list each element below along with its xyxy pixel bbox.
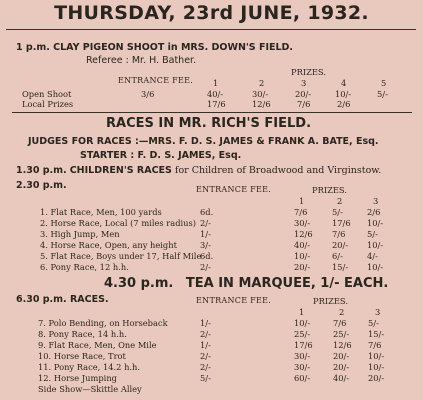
table-row-prize: 7/6	[333, 318, 347, 328]
table-row-name: 7. Polo Bending, on Horseback	[38, 318, 168, 328]
clay-referee: Referee : Mr. H. Bather.	[86, 55, 197, 66]
clay-prizes-label: PRIZES.	[291, 67, 326, 77]
tea-line	[104, 276, 388, 291]
table-row-prize: 10/-	[368, 351, 385, 361]
clay-row-fee: 3/6	[141, 89, 155, 99]
table-row-prize: 10/-	[367, 262, 384, 272]
races2-col-3: 3	[375, 307, 381, 317]
clay-row-prize: 10/-	[335, 89, 352, 99]
table-row-prize: 20/-	[332, 240, 349, 250]
table-row-prize: 30/-	[294, 218, 311, 228]
clay-row-prize: 30/-	[252, 89, 269, 99]
clay-col-1: 1	[213, 78, 219, 88]
table-row-prize: 5/-	[368, 318, 379, 328]
table-row-name: 1. Flat Race, Men, 100 yards	[40, 207, 162, 217]
tea-text: TEA IN MARQUEE, 1/- EACH.	[185, 276, 389, 291]
table-row-prize: 6/-	[332, 251, 343, 261]
table-row-prize: 60/-	[294, 373, 311, 383]
races-col-1: 1	[299, 196, 305, 206]
table-row-name: 4. Horse Race, Open, any height	[40, 240, 177, 250]
table-row-fee: 2/-	[200, 262, 211, 272]
table-row-name: Side Show—Skittle Alley	[38, 384, 142, 394]
races2-fee-label: ENTRANCE FEE.	[196, 296, 272, 305]
children-bold: CHILDREN'S RACES	[69, 165, 172, 176]
clay-heading: 1 p.m. CLAY PIGEON SHOOT in MRS. DOWN'S FIELD.	[16, 42, 294, 53]
table-row-name: 3. High Jump, Men	[40, 229, 120, 239]
races-time: 2.30 p.m.	[16, 180, 67, 191]
table-row-prize: 5/-	[332, 207, 343, 217]
table-row-prize: 12/6	[333, 340, 352, 350]
table-row-prize: 25/-	[333, 329, 350, 339]
table-row-prize: 15/-	[368, 329, 385, 339]
clay-row-prize: 2/6	[337, 99, 351, 109]
races-judges: JUDGES FOR RACES :—MRS. F. D. S. JAMES & FRANK A. BATE, Esq.	[28, 136, 379, 147]
table-row-prize: 40/-	[294, 240, 311, 250]
table-row-fee: 2/-	[200, 362, 211, 372]
table-row-fee: 5/-	[200, 373, 211, 383]
races2-col-2: 2	[339, 307, 345, 317]
table-row-prize: 7/6	[368, 340, 382, 350]
table-row-fee: 2/-	[200, 218, 211, 228]
table-row-name: 12. Horse Jumping	[38, 373, 117, 383]
table-row-name: 11. Pony Race, 14.2 h.h.	[38, 362, 141, 372]
table-row-fee: 6d.	[200, 207, 214, 217]
table-row-prize: 7/6	[294, 207, 308, 217]
table-row-prize: 5/-	[367, 229, 378, 239]
table-row-prize: 2/6	[367, 207, 381, 217]
clay-col-4: 4	[341, 78, 347, 88]
section-rule	[12, 112, 412, 113]
table-row-prize: 7/6	[332, 229, 346, 239]
children-rest: for Children of Broadwood and Virginstow.	[174, 165, 382, 176]
clay-row-prize: 12/6	[252, 99, 271, 109]
clay-row-prize: 7/6	[297, 99, 311, 109]
table-row-prize: 10/-	[294, 251, 311, 261]
table-row-name: 6. Pony Race, 12 h.h.	[40, 262, 129, 272]
table-row-prize: 25/-	[294, 329, 311, 339]
clay-col-3: 3	[301, 78, 307, 88]
table-row-name: 2. Horse Race, Local (7 miles radius)	[40, 218, 197, 228]
children-time: 1.30 p.m.	[16, 165, 67, 176]
races-fee-label: ENTRANCE FEE.	[196, 185, 272, 194]
races-prizes-label: PRIZES.	[312, 185, 347, 195]
title-rule	[6, 29, 416, 30]
clay-row-prize: 5/-	[377, 89, 388, 99]
table-row-prize: 10/-	[368, 362, 385, 372]
table-row-fee: 1/-	[200, 318, 211, 328]
table-row-prize: 20/-	[333, 362, 350, 372]
clay-row-name: Local Prizes	[22, 99, 74, 109]
table-row-prize: 20/-	[333, 351, 350, 361]
table-row-fee: 1/-	[200, 229, 211, 239]
table-row-prize: 17/6	[294, 340, 313, 350]
table-row-prize: 15/-	[332, 262, 349, 272]
tea-time: 4.30 p.m.	[104, 276, 174, 291]
table-row-prize: 20/-	[368, 373, 385, 383]
table-row-prize: 20/-	[294, 262, 311, 272]
table-row-prize: 40/-	[333, 373, 350, 383]
table-row-fee: 1/-	[200, 340, 211, 350]
table-row-prize: 10/-	[367, 218, 384, 228]
table-row-prize: 4/-	[367, 251, 378, 261]
table-row-fee: 6d.	[200, 251, 214, 261]
table-row-name: 8. Pony Race, 14 h.h.	[38, 329, 127, 339]
table-row-prize: 30/-	[294, 351, 311, 361]
page-title: THURSDAY, 23rd JUNE, 1932.	[54, 2, 369, 24]
clay-row-prize: 17/6	[207, 99, 226, 109]
races2-col-1: 1	[299, 307, 305, 317]
clay-col-2: 2	[259, 78, 265, 88]
races2-heading: 6.30 p.m. RACES.	[16, 294, 109, 305]
clay-row-prize: 20/-	[295, 89, 312, 99]
clay-row-prize: 40/-	[207, 89, 224, 99]
races-col-2: 2	[337, 196, 343, 206]
table-row-prize: 30/-	[294, 362, 311, 372]
table-row-prize: 10/-	[367, 240, 384, 250]
races2-prizes-label: PRIZES.	[313, 296, 348, 306]
table-row-name: 10. Horse Race, Trot	[38, 351, 126, 361]
children-races-line	[16, 165, 381, 176]
clay-row-name: Open Shoot	[22, 89, 72, 99]
races-heading: RACES IN MR. RICH'S FIELD.	[106, 116, 312, 131]
table-row-fee: 2/-	[200, 351, 211, 361]
table-row-name: 9. Flat Race, Men, One Mile	[38, 340, 157, 350]
races-col-3: 3	[373, 196, 379, 206]
clay-col-5: 5	[381, 78, 387, 88]
table-row-prize: 12/6	[294, 229, 313, 239]
races-starter: STARTER : F. D. S. JAMES, Esq.	[80, 150, 242, 161]
table-row-prize: 17/6	[332, 218, 351, 228]
table-row-name: 5. Flat Race, Boys under 17, Half Mile	[40, 251, 202, 261]
table-row-fee: 3/-	[200, 240, 211, 250]
clay-fee-label: ENTRANCE FEE.	[118, 76, 194, 85]
table-row-prize: 10/-	[294, 318, 311, 328]
table-row-fee: 2/-	[200, 329, 211, 339]
